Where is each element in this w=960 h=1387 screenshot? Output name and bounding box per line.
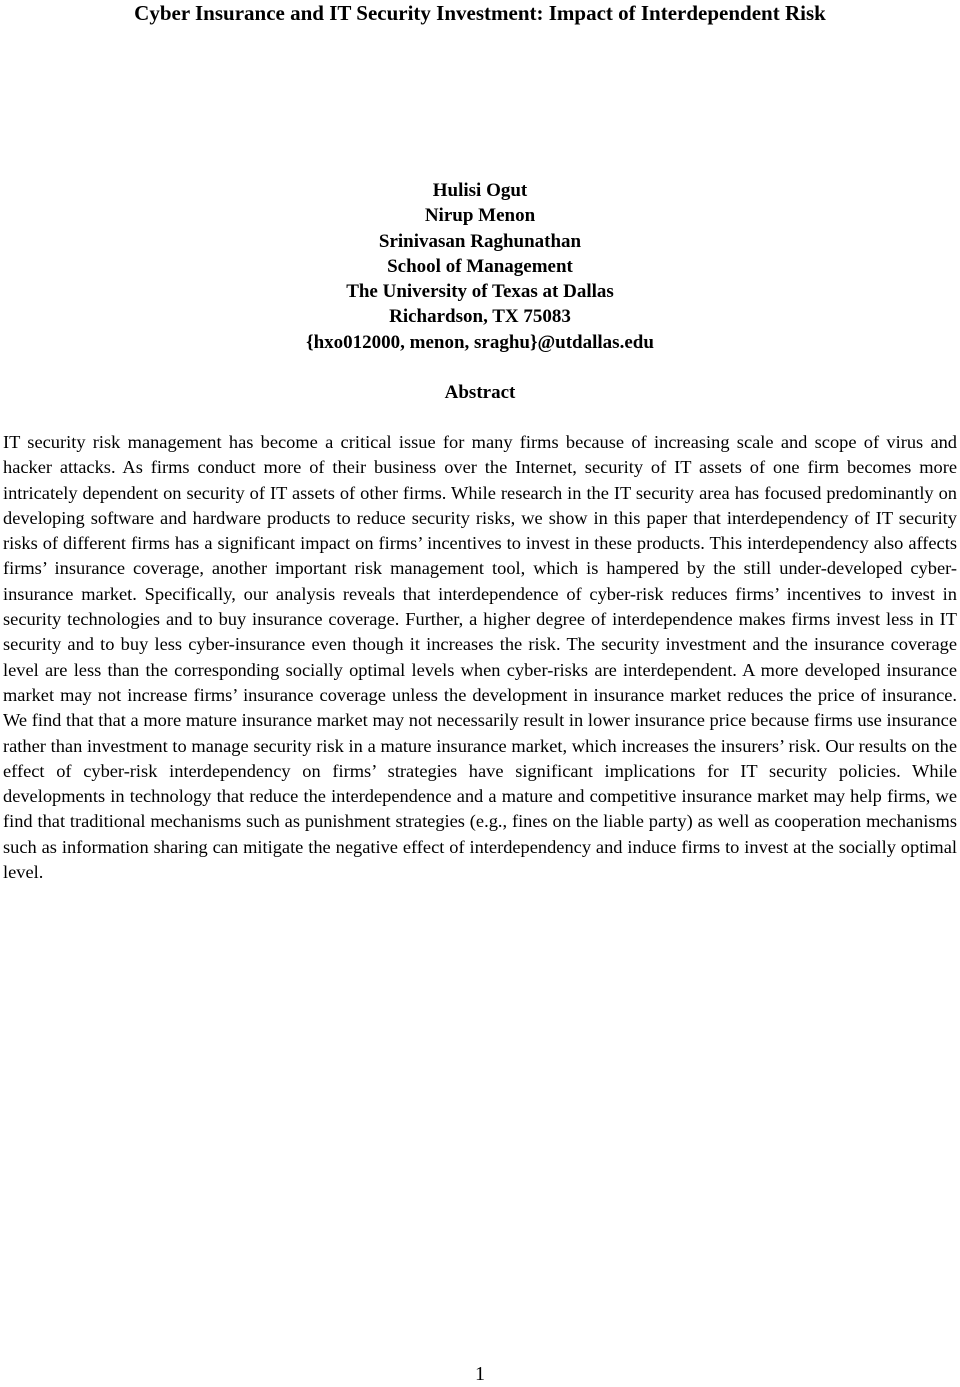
abstract-heading: Abstract: [444, 382, 516, 403]
author-affiliation: School of Management: [387, 255, 573, 277]
page-number: 1: [475, 1363, 485, 1385]
author-name: Srinivasan Raghunathan: [378, 230, 582, 252]
abstract-text: IT security risk management has become a critical issue for many firms because of increasing scale and scope of virus and hacker attacks. As firms conduct more of their business over the Internet, security of IT assets of one firm becomes more intricately dependent on security of IT assets of other firms. While research in the IT security area has focused predominantly on developing software and hardware products to reduce security risks, we show in this paper that interdependency of IT security risks of different firms has a significant impact on firms’ incentives to invest in these products. This interdependency also affects firms’ insurance coverage, another important risk management tool, which is hampered by the still under-developed cyber-insurance market. Specifically, our analysis reveals that interdependence of cyber-risk reduces firms’ incentives to invest in security technologies and to buy insurance coverage. Further, a higher degree of interdependence makes firms invest less in IT security and to buy less cyber-insurance even though it increases the risk. The security investment and the insurance coverage level are less than the corresponding socially optimal levels when cyber-risks are interdependent. A more developed insurance market may not increase firms’ insurance coverage unless the development in insurance market reduces the price of insurance. We find that that a more mature insurance market may not necessarily result in lower insurance price because firms use insurance rather than investment to manage security risk in a mature insurance market, which increases the insurers’ risk. Our results on the effect of cyber-risk interdependency on firms’ strategies have significant implications for IT security policies. While developments in technology that reduce the interdependence and a mature and competitive insurance market may help firms, we find that traditional mechanisms such as punishment strategies (e.g., fines on the liable party) as well as cooperation mechanisms such as information sharing can mitigate the negative effect of interdependency and induce firms to invest at the socially optimal level.: [3, 432, 957, 883]
author-address: Richardson, TX 75083: [389, 306, 571, 328]
author-name: Hulisi Ogut: [432, 180, 528, 201]
author-name: Nirup Menon: [424, 205, 536, 227]
author-block: [0, 178, 960, 355]
author-affiliation: The University of Texas at Dallas: [346, 281, 614, 303]
author-emails: {hxo012000, menon, sraghu}@utdallas.edu: [306, 331, 654, 353]
paper-title: Cyber Insurance and IT Security Investment: Impact of Interdependent Risk: [134, 1, 826, 25]
